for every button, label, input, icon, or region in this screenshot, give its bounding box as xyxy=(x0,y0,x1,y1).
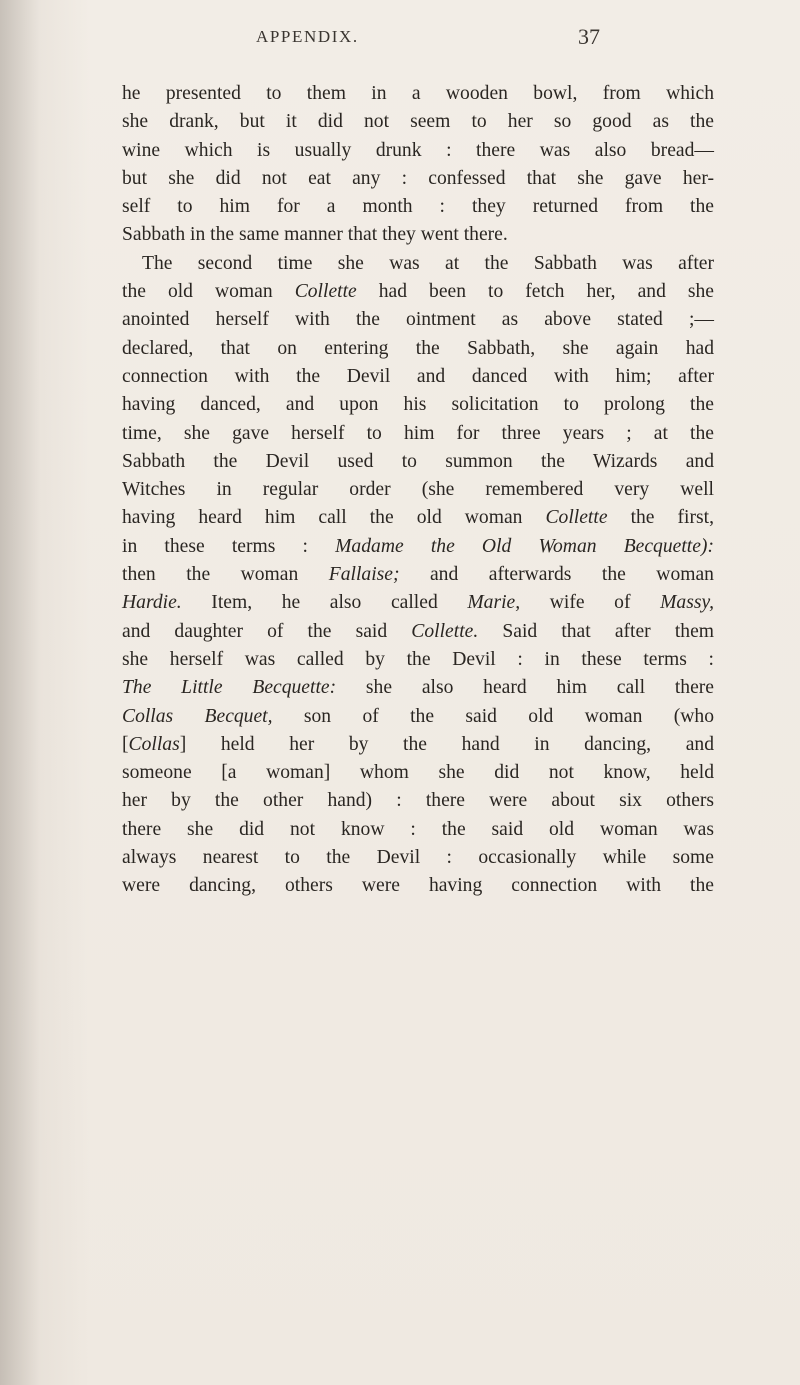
text-segment: wife of xyxy=(520,592,661,614)
text-line xyxy=(122,533,714,561)
text-segment: The second time she was at the Sabbath was after xyxy=(142,252,714,274)
text-segment: had been to fetch her, and she xyxy=(356,281,714,303)
text-segment: always nearest to the Devil : occasionally while some xyxy=(122,847,714,869)
text-line xyxy=(122,504,714,532)
text-segment: he presented to them in a wooden bowl, from which xyxy=(122,83,714,104)
page-number: 37 xyxy=(578,24,600,49)
text-segment: ] held her by the hand in dancing, and xyxy=(179,733,714,755)
text-line xyxy=(122,589,714,617)
text-line xyxy=(122,193,714,221)
text-line xyxy=(122,844,714,872)
italic-text: Massy, xyxy=(660,592,714,614)
text-segment: she drank, but it did not seem to her so good as the xyxy=(122,111,714,133)
text-segment: connection with the Devil and danced with him; after xyxy=(122,365,714,387)
italic-text: Collette. xyxy=(411,620,479,642)
text-segment: she also heard him call there xyxy=(336,677,714,699)
italic-text: Collas xyxy=(128,733,180,755)
text-line xyxy=(122,306,714,334)
text-line xyxy=(122,420,714,448)
text-line xyxy=(122,703,714,731)
page-header xyxy=(0,24,800,64)
italic-text: Collette xyxy=(294,281,357,303)
text-segment: anointed herself with the ointment as above stated ;— xyxy=(122,309,714,331)
text-segment: were dancing, others were having connection with the xyxy=(122,875,714,897)
text-line xyxy=(122,731,714,759)
body-text xyxy=(122,80,714,901)
text-segment: someone [a woman] whom she did not know, held xyxy=(122,762,714,784)
text-segment: wine which is usually drunk : there was also bread— xyxy=(122,139,714,161)
text-line xyxy=(122,80,714,108)
text-segment: self to him for a month : they returned from the xyxy=(122,196,714,218)
text-line xyxy=(122,108,714,136)
text-segment: having danced, and upon his solicitation to prolong the xyxy=(122,394,714,416)
text-line xyxy=(122,561,714,589)
text-segment: in these terms : xyxy=(122,535,336,557)
text-segment: there she did not know : the said old woman was xyxy=(122,818,714,840)
text-line xyxy=(122,872,714,900)
text-segment: but she did not eat any : confessed that she gave her- xyxy=(122,167,714,189)
text-segment: her by the other hand) : there were about six others xyxy=(122,790,714,812)
text-line xyxy=(122,335,714,363)
text-line xyxy=(122,816,714,844)
text-segment: having heard him call the old woman xyxy=(122,507,546,529)
text-segment: she herself was called by the Devil : in these terms : xyxy=(122,648,714,670)
italic-text: Collette xyxy=(545,507,608,529)
italic-text: Marie, xyxy=(467,592,521,614)
text-segment: time, she gave herself to him for three years ; at the xyxy=(122,422,714,444)
text-line xyxy=(122,137,714,165)
text-segment: and daughter of the said xyxy=(122,620,412,642)
text-line xyxy=(122,674,714,702)
text-line xyxy=(122,618,714,646)
text-segment: the old woman xyxy=(122,281,295,303)
text-line xyxy=(122,165,714,193)
italic-text: Madame the Old Woman Becquette): xyxy=(335,535,714,557)
text-segment: Item, he also called xyxy=(181,592,468,614)
text-line xyxy=(122,221,714,249)
text-segment: and afterwards the woman xyxy=(399,564,714,586)
text-segment: then the woman xyxy=(122,564,329,586)
text-line xyxy=(122,448,714,476)
text-segment: declared, that on entering the Sabbath, she again had xyxy=(122,337,714,359)
text-line xyxy=(122,391,714,419)
text-line xyxy=(122,759,714,787)
running-head: APPENDIX. xyxy=(256,27,359,46)
text-line xyxy=(122,363,714,391)
text-segment: son of the said old woman (who xyxy=(272,705,714,727)
italic-text: Hardie. xyxy=(122,592,182,614)
text-segment: [ xyxy=(122,733,129,755)
text-line xyxy=(122,476,714,504)
italic-text: The Little Becquette: xyxy=(122,677,337,699)
text-line xyxy=(122,250,714,278)
text-segment: Witches in regular order (she remembered very well xyxy=(122,479,714,501)
text-line xyxy=(122,278,714,306)
italic-text: Fallaise; xyxy=(328,564,400,586)
text-line xyxy=(122,787,714,815)
text-line xyxy=(122,646,714,674)
text-segment: the first, xyxy=(607,507,714,529)
text-segment: Sabbath in the same manner that they went there. xyxy=(122,224,508,246)
text-segment: Said that after them xyxy=(478,620,715,642)
text-segment: Sabbath the Devil used to summon the Wizards and xyxy=(122,450,714,472)
italic-text: Collas Becquet, xyxy=(122,705,273,727)
